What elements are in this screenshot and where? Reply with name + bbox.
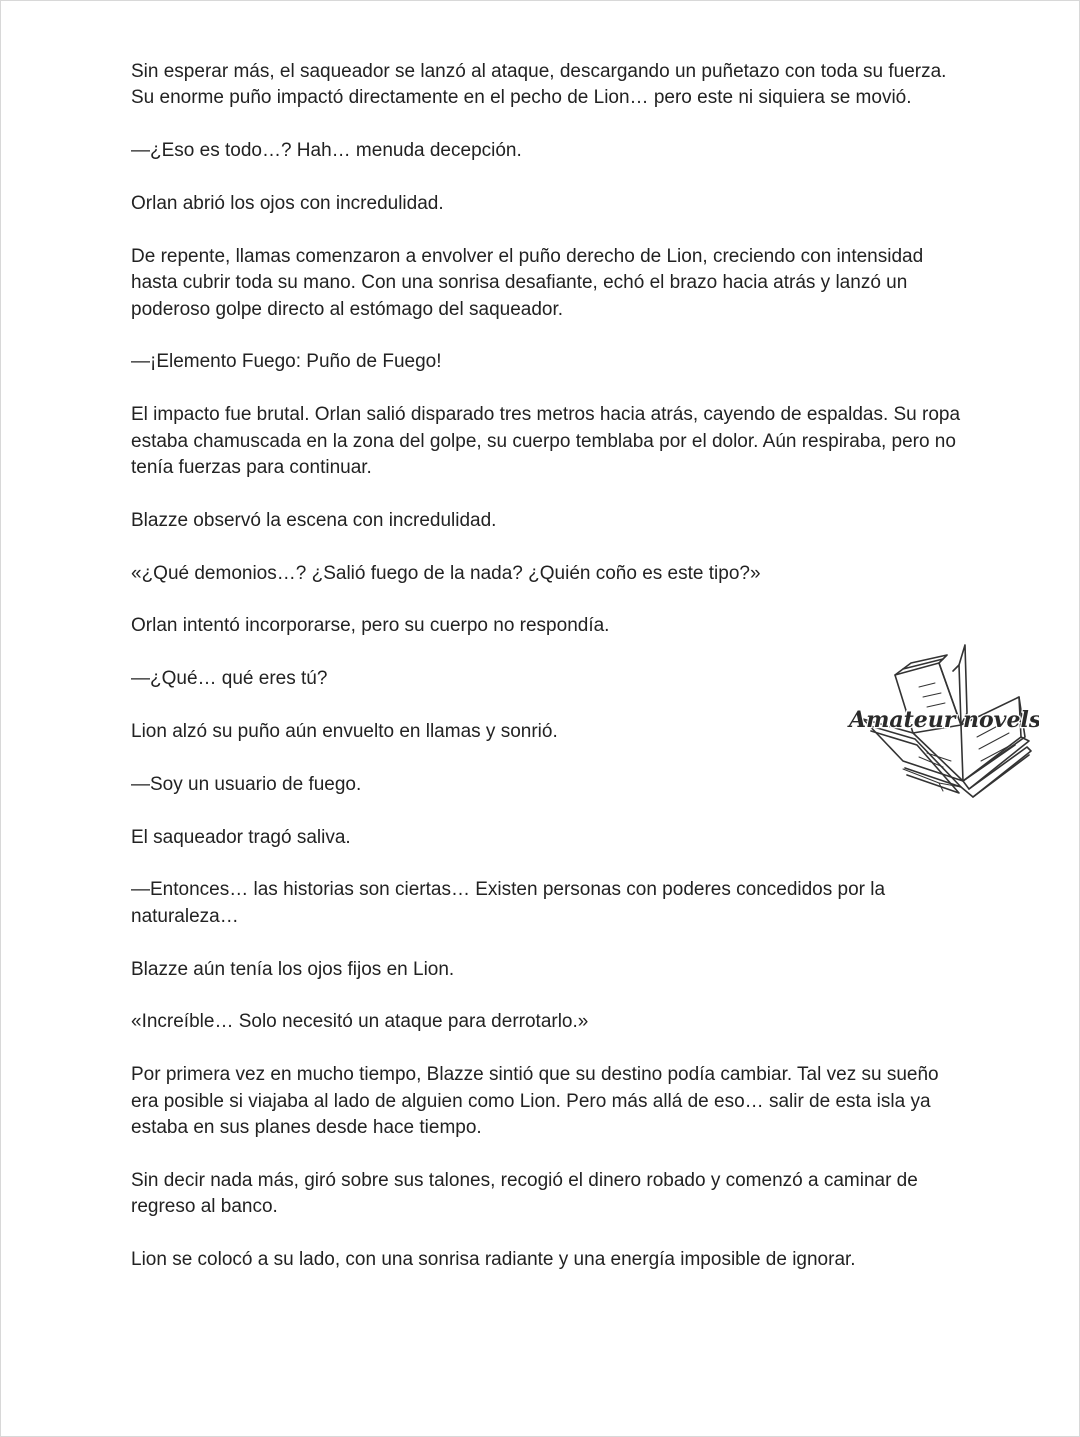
paragraph: —Entonces… las historias son ciertas… Existen personas con poderes concedidos por la naturaleza… (131, 879, 886, 927)
document-body (131, 59, 961, 1300)
paragraph: De repente, llamas comenzaron a envolver el puño derecho de Lion, creciendo con intensidad hasta cubrir toda su mano. Con una sonrisa desafiante, echó el brazo hacia atrás y lanzó un poderoso golpe directo al estómago del saqueador. (131, 245, 924, 320)
paragraph: El impacto fue brutal. Orlan salió disparado tres metros hacia atrás, cayendo de espaldas. Su ropa estaba chamuscada en la zona del golpe, su cuerpo temblaba por el dolor. Aún respiraba, pero no tenía fuerzas para continuar. (131, 404, 961, 479)
paragraph: —Soy un usuario de fuego. (131, 773, 362, 795)
watermark-text: Amateur novels (849, 707, 1039, 733)
paragraph: Lion alzó su puño aún envuelto en llamas y sonrió. (131, 721, 558, 742)
paragraph: —¿Eso es todo…? Hah… menuda decepción. (131, 140, 522, 162)
paragraph: El saqueador tragó saliva. (131, 826, 351, 848)
paragraph: —¿Qué… qué eres tú? (131, 668, 328, 690)
paragraph: Sin esperar más, el saqueador se lanzó al ataque, descargando un puñetazo con toda su fuerza. Su enorme puño impactó directamente en el pecho de Lion… pero este ni siquiera se movió. (131, 61, 947, 109)
open-book-icon (843, 641, 1039, 811)
paragraph: Lion se colocó a su lado, con una sonrisa radiante y una energía imposible de ignorar. (131, 1249, 856, 1270)
paragraph: «¿Qué demonios…? ¿Salió fuego de la nada? ¿Quién coño es este tipo?» (131, 562, 761, 584)
paragraph: Sin decir nada más, giró sobre sus talones, recogió el dinero robado y comenzó a caminar de regreso al banco. (131, 1169, 918, 1218)
watermark-logo (843, 641, 1039, 811)
paragraph: Por primera vez en mucho tiempo, Blazze sintió que su destino podía cambiar. Tal vez su sueño era posible si viajaba al lado de alguien como Lion. Pero más allá de eso… salir de esta isla ya estaba en sus planes desde hace tiempo. (131, 1064, 939, 1138)
paragraph: Orlan intentó incorporarse, pero su cuerpo no respondía. (131, 615, 610, 637)
paragraph: Orlan abrió los ojos con incredulidad. (131, 193, 444, 214)
paragraph: Blazze observó la escena con incredulidad. (131, 509, 497, 531)
paragraph: Blazze aún tenía los ojos fijos en Lion. (131, 958, 455, 980)
paragraph: —¡Elemento Fuego: Puño de Fuego! (131, 351, 442, 373)
paragraph: «Increíble… Solo necesitó un ataque para derrotarlo.» (131, 1011, 589, 1033)
